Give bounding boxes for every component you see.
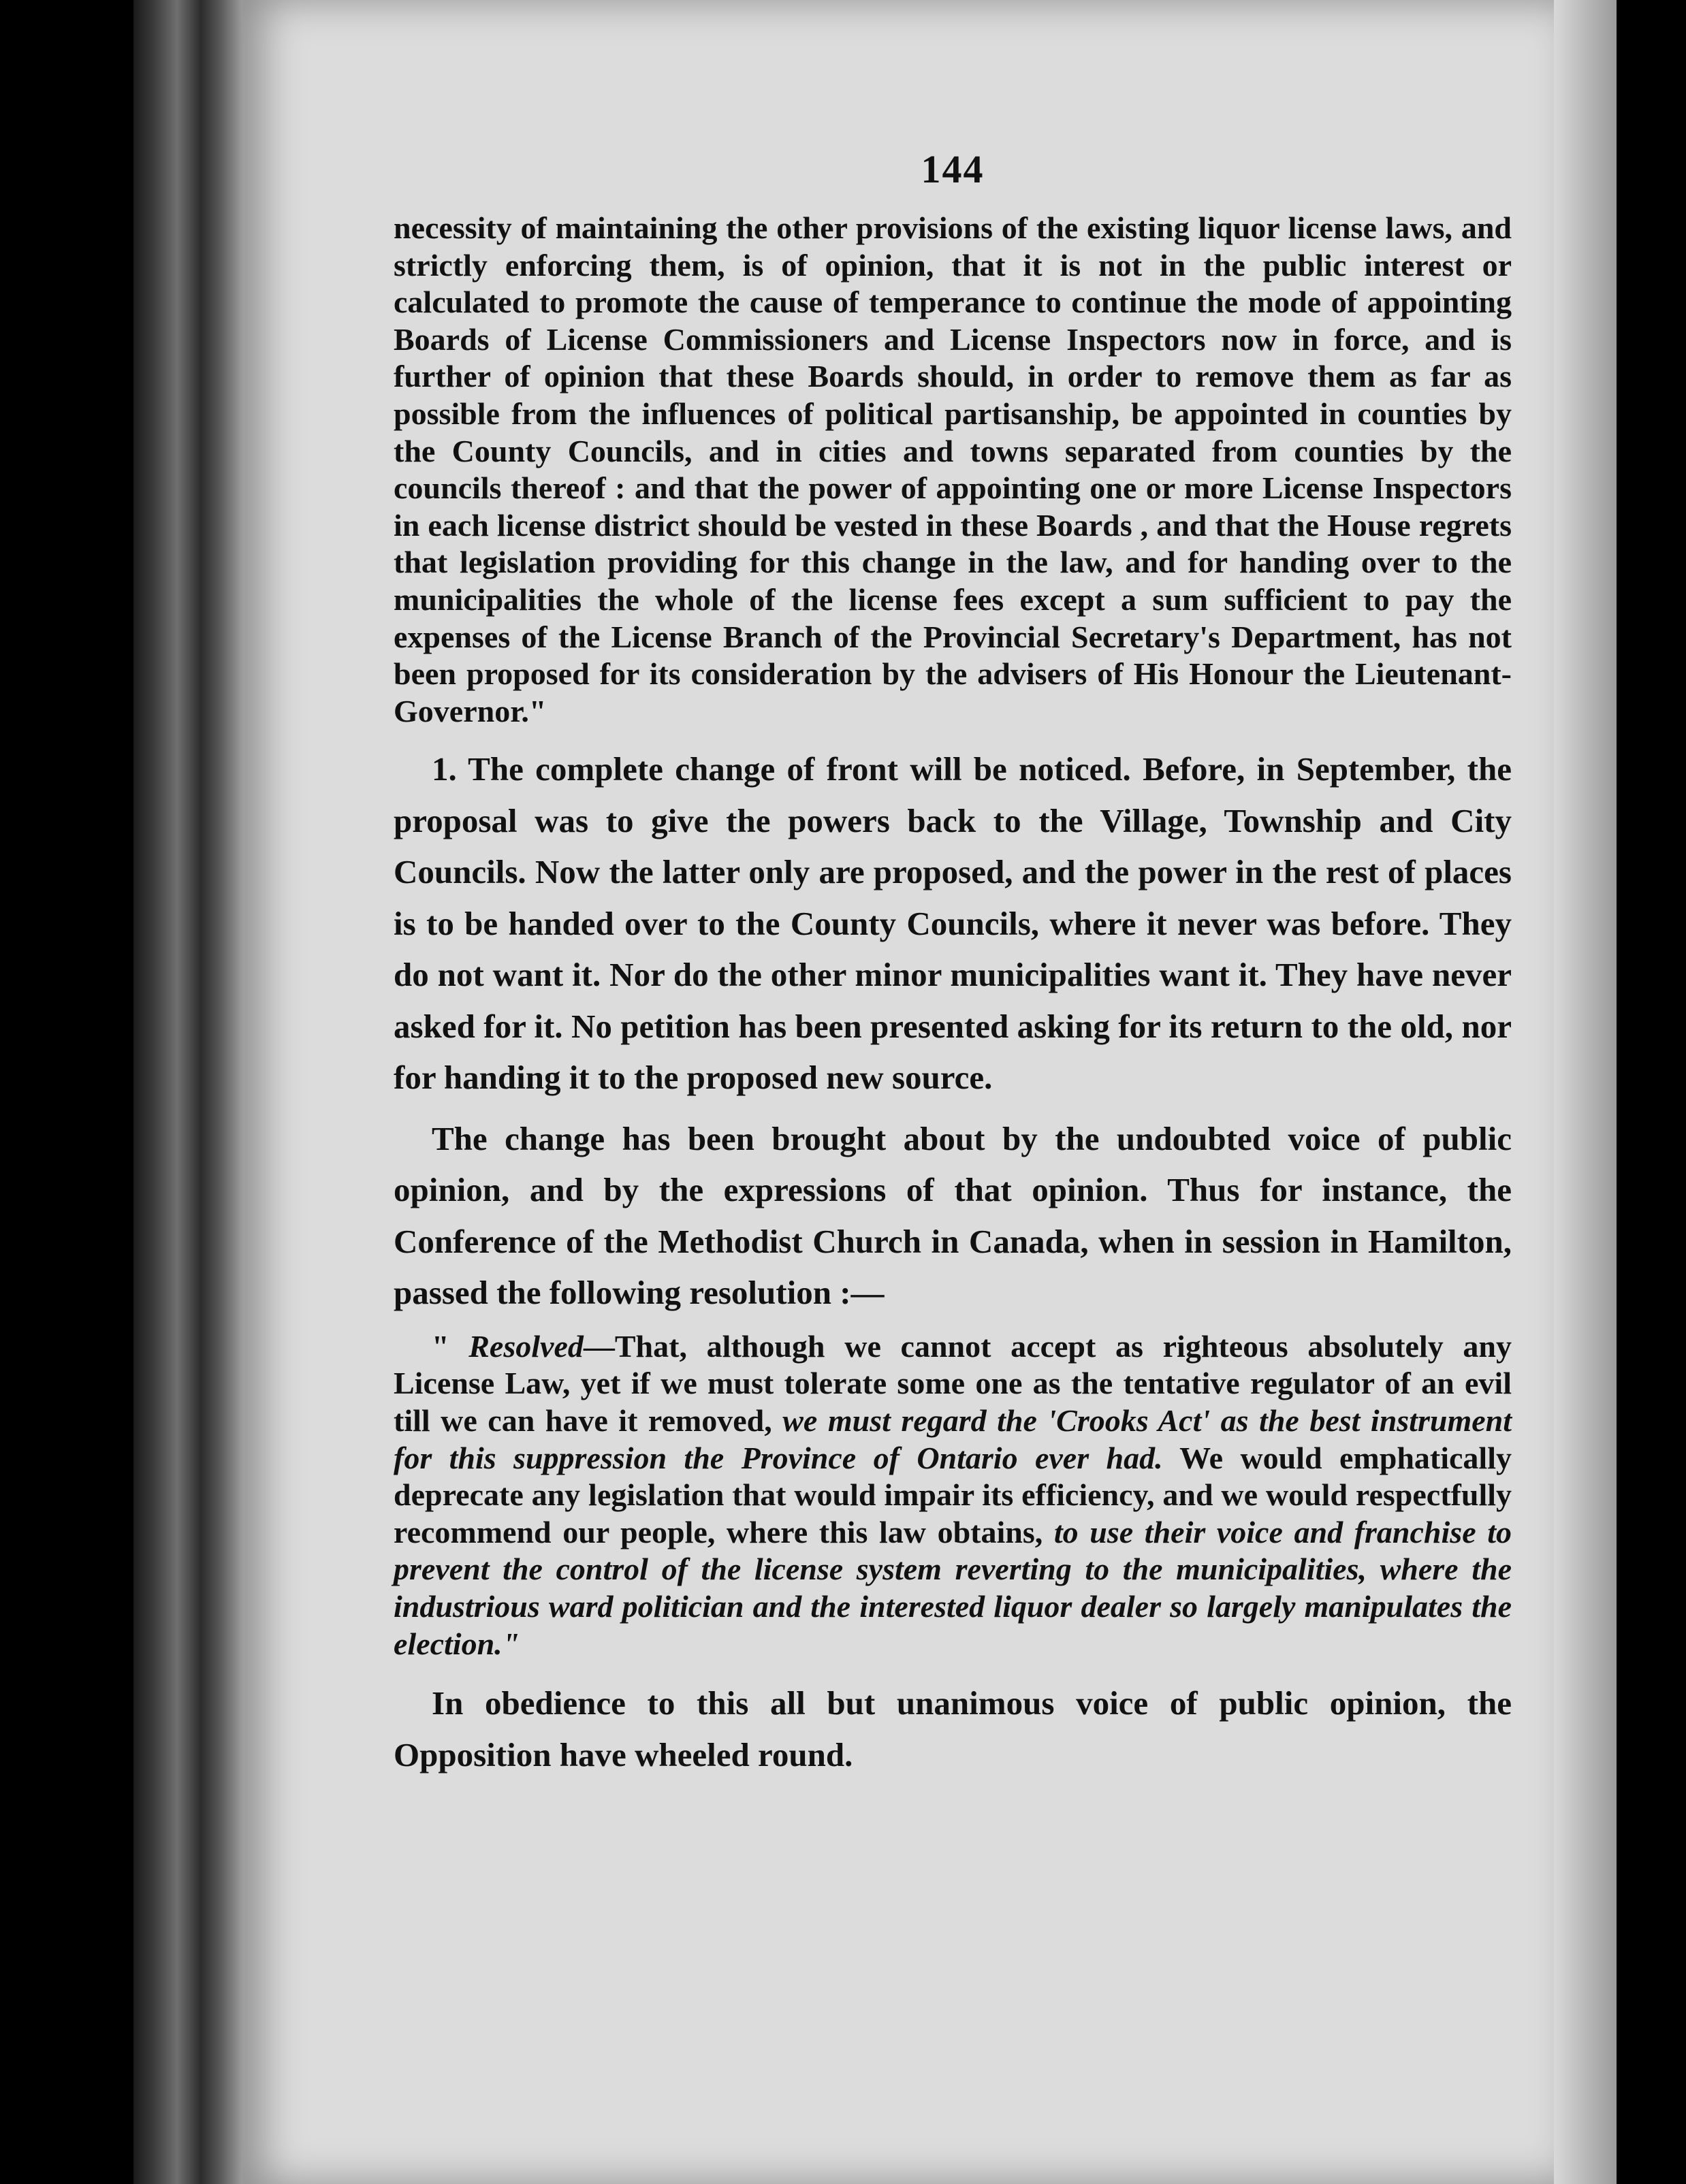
scan-border-right (1617, 0, 1686, 2184)
page-content (394, 146, 1512, 1790)
paragraph-1: 1. The complete change of front will be noticed. Before, in September, the proposal was to give the powers back to the Village, Township and City Councils. Now the latter only are proposed, and the power in the rest of places is to be handed over to the County Councils, where it never was before. They do not want it. Nor do the other minor municipalities want it. They have never asked for it. No petition has been presented asking for its return to the old, nor for handing it to the proposed new source. (394, 750, 1512, 1097)
resolved-label: Resolved (468, 1328, 584, 1364)
page-number: 144 (921, 147, 985, 191)
book-binding-shadow (133, 0, 242, 2184)
resolution-text-1: —That, although we cannot accept as righteous absolutely any License Law, yet if we must tolerate some one as the tentative regulator of an evil till we can have it removed, (394, 1328, 1512, 1438)
next-page-edge (1554, 0, 1617, 2184)
resolution-italic-1: we must regard the 'Crooks Act' as the best instrument for this suppression the Province of Ontario ever had. (394, 1403, 1512, 1475)
scan-border-left (0, 0, 133, 2184)
resolution-text-2: We would emphatically deprecate any legislation that would impair its efficiency, and we would respectfully recommend our people, where this law obtains, (394, 1440, 1512, 1549)
resolution-italic-2: to use their voice and franchise to prevent the control of the license system reverting to the municipalities, where the industrious ward politician and the interested liquor dealer so largely manipulates the election." (394, 1514, 1512, 1661)
paragraph-2: The change has been brought about by the undoubted voice of public opinion, and by the expressions of that opinion. Thus for instance, the Conference of the Methodist Church in Canada, when in session in Hamilton, passed the following resolution :— (394, 1119, 1512, 1312)
intro-quote-paragraph: necessity of maintaining the other provisions of the existing liquor license laws, and strictly enforcing them, is of opinion, that it is not in the public interest or calculated to promote the cause of temperance to continue the mode of appointing Boards of License Commissioners and License Inspectors now in force, and is further of opinion that these Boards should, in order to remove them as far as possible from the influences of political partisanship, be appointed in counties by the County Councils, and in cities and towns separated from counties by the councils thereof : and that the power of appointing one or more License Inspectors in each license district should be vested in these Boards , and that the House regrets that legislation providing for this change in the law, and for handing over to the municipalities the whole of the license fees except a sum sufficient to pay the expenses of the License Branch of the Provincial Secretary's Department, has not been proposed for its consideration by the advisers of His Honour the Lieutenant-Governor." (394, 210, 1512, 728)
closing-paragraph: In obedience to this all but unanimous voice of public opinion, the Opposition have wheeled round. (394, 1684, 1512, 1773)
resolution-quote (394, 1328, 1512, 1663)
resolution-open-quote: " (432, 1328, 469, 1364)
